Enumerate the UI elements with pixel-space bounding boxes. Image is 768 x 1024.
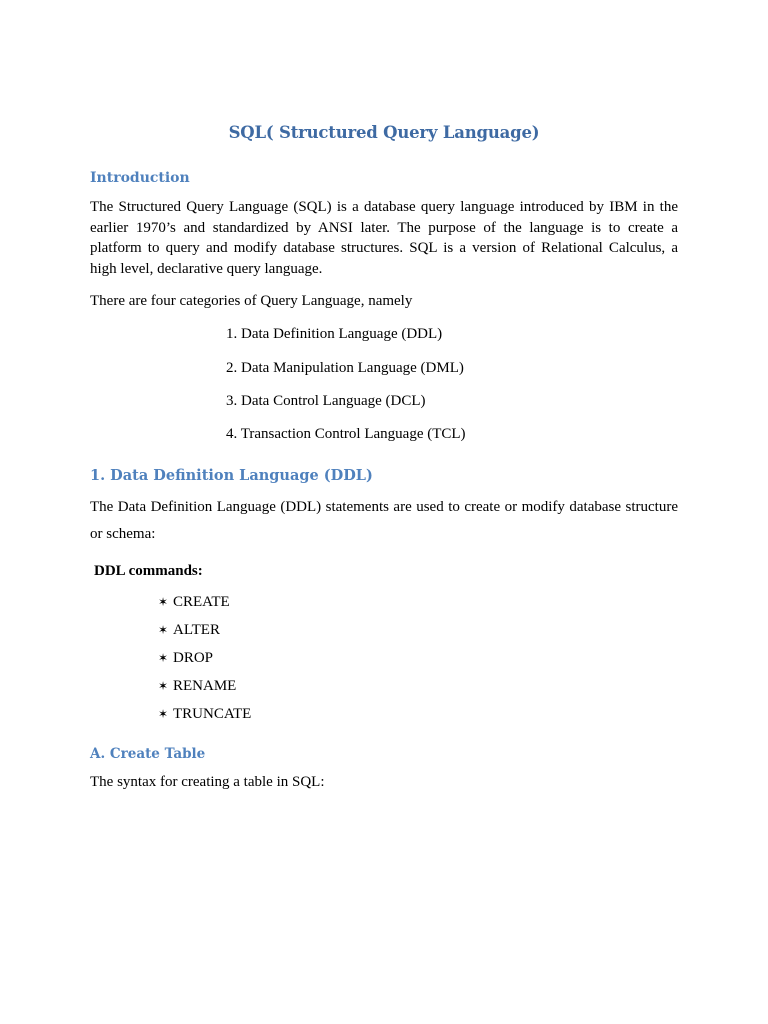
paragraph-line: platform to query and modify database structures. SQL is a version of Relational Calculus, a xyxy=(90,240,678,257)
introduction-heading: Introduction xyxy=(90,170,190,186)
paragraph-line: high level, declarative query language. xyxy=(90,261,323,278)
star-bullet-icon: ✶ xyxy=(158,707,169,721)
create-table-heading: A. Create Table xyxy=(90,746,206,762)
category-item: 4. Transaction Control Language (TCL) xyxy=(226,426,466,442)
category-item: 3. Data Control Language (DCL) xyxy=(226,393,426,409)
paragraph-line: The Data Definition Language (DDL) statements are used to create or modify database structure xyxy=(90,499,678,515)
ddl-commands-label: DDL commands: xyxy=(94,563,203,579)
page-title: SQL( Structured Query Language) xyxy=(228,123,540,142)
list-item xyxy=(158,678,236,695)
star-bullet-icon: ✶ xyxy=(158,651,169,665)
paragraph-line: The Structured Query Language (SQL) is a database query language introduced by IBM in the xyxy=(90,199,678,215)
list-item xyxy=(158,622,220,639)
category-item: 2. Data Manipulation Language (DML) xyxy=(226,360,464,376)
list-item xyxy=(158,594,230,611)
categories-intro-text: There are four categories of Query Language, namely xyxy=(90,293,413,309)
introduction-paragraph xyxy=(90,197,678,280)
create-table-syntax-text: The syntax for creating a table in SQL: xyxy=(90,774,325,790)
star-bullet-icon: ✶ xyxy=(158,679,169,693)
category-item: 1. Data Definition Language (DDL) xyxy=(226,326,443,342)
ddl-section-heading: 1. Data Definition Language (DDL) xyxy=(90,467,373,484)
command-name: TRUNCATE xyxy=(173,706,252,722)
ddl-paragraph xyxy=(90,494,678,548)
command-name: CREATE xyxy=(173,594,230,610)
list-item xyxy=(158,650,213,667)
command-name: ALTER xyxy=(173,622,220,638)
star-bullet-icon: ✶ xyxy=(158,623,169,637)
star-bullet-icon: ✶ xyxy=(158,595,169,609)
paragraph-line: earlier 1970’s and standardized by ANSI later. The purpose of the language is to create a xyxy=(90,219,678,236)
paragraph-line: or schema: xyxy=(90,526,156,542)
list-item xyxy=(158,706,251,723)
command-name: RENAME xyxy=(173,678,237,694)
command-name: DROP xyxy=(173,650,214,666)
